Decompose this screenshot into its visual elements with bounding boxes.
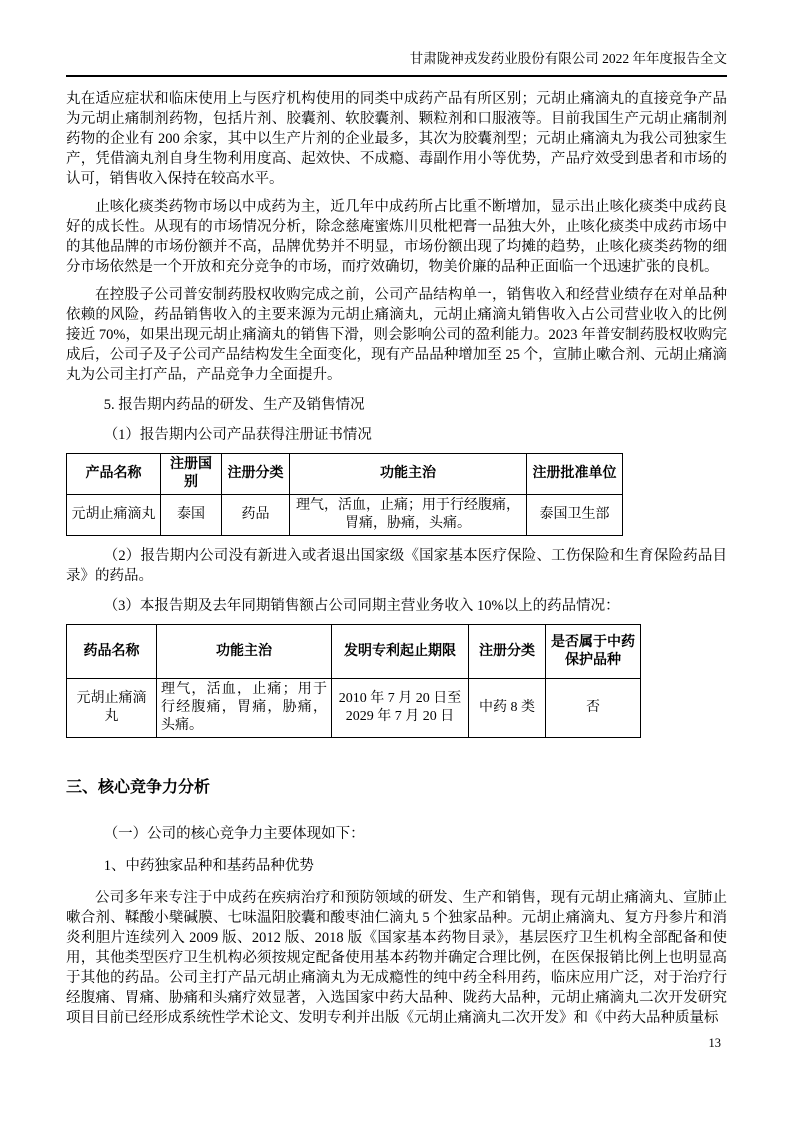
list-item-5-3: （3）本报告期及去年同期销售额占公司同期主营业务收入 10%以上的药品情况： — [103, 598, 620, 614]
page-body — [66, 89, 727, 1028]
list-item-5-2: （2）报告期内公司没有新进入或者退出国家级《国家基本医疗保险、工伤保险和生育保险药品目录》的药品。 — [66, 548, 727, 584]
table-row — [67, 679, 641, 738]
header-title: 甘肃陇神戎发药业股份有限公司 2022 年年度报告全文 — [409, 51, 727, 66]
paragraph-continuation: 丸在适应症状和临床使用上与医疗机构使用的同类中成药产品有所区别；元胡止痛滴丸的直接竞争产品为元胡止痛制剂药物，包括片剂、胶囊剂、软胶囊剂、颗粒剂和口服液等。目前我国生产元胡止痛制剂药物的企业有 200 余家，其中以生产片剂的企业最多，其次为胶囊剂型；元胡止痛滴丸为我公司独家生产，凭借滴丸剂自身生物利用度高、起效快、不成瘾、毒副作用小等优势，产品疗效受到患者和市场的认可，销售收入保持在较高水平。 — [66, 91, 727, 187]
section-heading-core-competitiveness: 三、核心竞争力分析 — [66, 779, 211, 796]
col-header-indications: 功能主治 — [157, 625, 332, 679]
col-header-drug-name: 药品名称 — [67, 625, 157, 679]
cell-registration-class: 药品 — [222, 495, 290, 536]
cell-drug-name: 元胡止痛滴丸 — [67, 679, 157, 738]
page-number: 13 — [708, 1036, 721, 1050]
paragraph-exclusive-varieties: 公司多年来专注于中成药在疾病治疗和预防领域的研发、生产和销售，现有元胡止痛滴丸、宣肺止嗽合剂、鞣酸小檗碱膜、七味温阳胶囊和酸枣油仁滴丸 5 个独家品种。元胡止痛滴丸、复方丹参片和消炎利胆片连续列入 2009 版、2012 版、2018 版《国家基本药物目录》，基层医疗卫生机构全部配备和使用，其他类型医疗卫生机构必须按规定配备使用基本药物并确定合理比例，在医保报销比例上也明显高于其他的药品。公司主打产品元胡止痛滴丸为无成瘾性的纯中药全科用药，临床应用广泛，对于治疗行经腹痛、胃痛、胁痛和头痛疗效显著，入选国家中药大品种、陇药大品种，元胡止痛滴丸二次开发研究项目目前已经形成系统性学术论文、发明专利并出版《元胡止痛滴丸二次开发》和《中药大品种质量标 — [66, 890, 727, 1026]
col-header-approval-authority: 注册批准单位 — [527, 454, 623, 495]
cell-registration-class: 中药 8 类 — [469, 679, 546, 738]
table-row — [67, 495, 623, 536]
cell-product-name: 元胡止痛滴丸 — [67, 495, 161, 536]
cell-registration-country: 泰国 — [161, 495, 222, 536]
table-header-row — [67, 625, 641, 679]
table-header-row — [67, 454, 623, 495]
paragraph-product-structure: 在控股子公司普安制药股权收购完成之前，公司产品结构单一，销售收入和经营业绩存在对单品种依赖的风险，药品销售收入的主要来源为元胡止痛滴丸，元胡止痛滴丸销售收入占公司营业收入的比例接近 70%，如果出现元胡止痛滴丸的销售下滑，则会影响公司的盈利能力。2023 年普安制药股权收购完成后，公司子及子公司产品结构发生全面变化，现有产品品种增加至 25 个，宣肺止嗽合剂、元胡止痛滴丸为公司主打产品，产品竞争力全面提升。 — [66, 287, 727, 383]
cell-indications: 理气，活血，止痛；用于行经腹痛，胃痛，胁痛，头痛。 — [290, 495, 527, 536]
sub-item-1: （一）公司的核心竞争力主要体现如下： — [103, 826, 365, 842]
cell-indications: 理气，活血，止痛；用于行经腹痛，胃痛，胁痛，头痛。 — [157, 679, 332, 738]
col-header-registration-class: 注册分类 — [222, 454, 290, 495]
cell-patent-term: 2010 年 7 月 20 日至 2029 年 7 月 20 日 — [332, 679, 469, 738]
list-item-5: 5. 报告期内药品的研发、生产及销售情况 — [103, 397, 365, 413]
col-header-patent-term: 发明专利起止期限 — [332, 625, 469, 679]
col-header-tcm-protected: 是否属于中药保护品种 — [546, 625, 641, 679]
col-header-registration-class: 注册分类 — [469, 625, 546, 679]
cell-approval-authority: 泰国卫生部 — [527, 495, 623, 536]
col-header-indications: 功能主治 — [290, 454, 527, 495]
col-header-registration-country: 注册国别 — [161, 454, 222, 495]
sub-item-1-1: 1、中药独家品种和基药品种优势 — [103, 858, 314, 874]
page-header — [66, 50, 727, 77]
list-item-5-1: （1）报告期内公司产品获得注册证书情况 — [103, 427, 372, 443]
paragraph-cough-market: 止咳化痰类药物市场以中成药为主，近几年中成药所占比重不断增加，显示出止咳化痰类中成药良好的成长性。从现有的市场情况分析，除念慈庵蜜炼川贝枇杷膏一品独大外，止咳化痰类中成药市场中的其他品牌的市场份额并不高，品牌优势并不明显，市场份额出现了均摊的趋势，止咳化痰类药物的细分市场依然是一个开放和充分竞争的市场，而疗效确切，物美价廉的品种正面临一个迅速扩张的良机。 — [66, 199, 727, 275]
major-drug-sales-table — [66, 624, 641, 738]
registration-certificate-table — [66, 453, 623, 536]
cell-tcm-protected: 否 — [546, 679, 641, 738]
col-header-product-name: 产品名称 — [67, 454, 161, 495]
